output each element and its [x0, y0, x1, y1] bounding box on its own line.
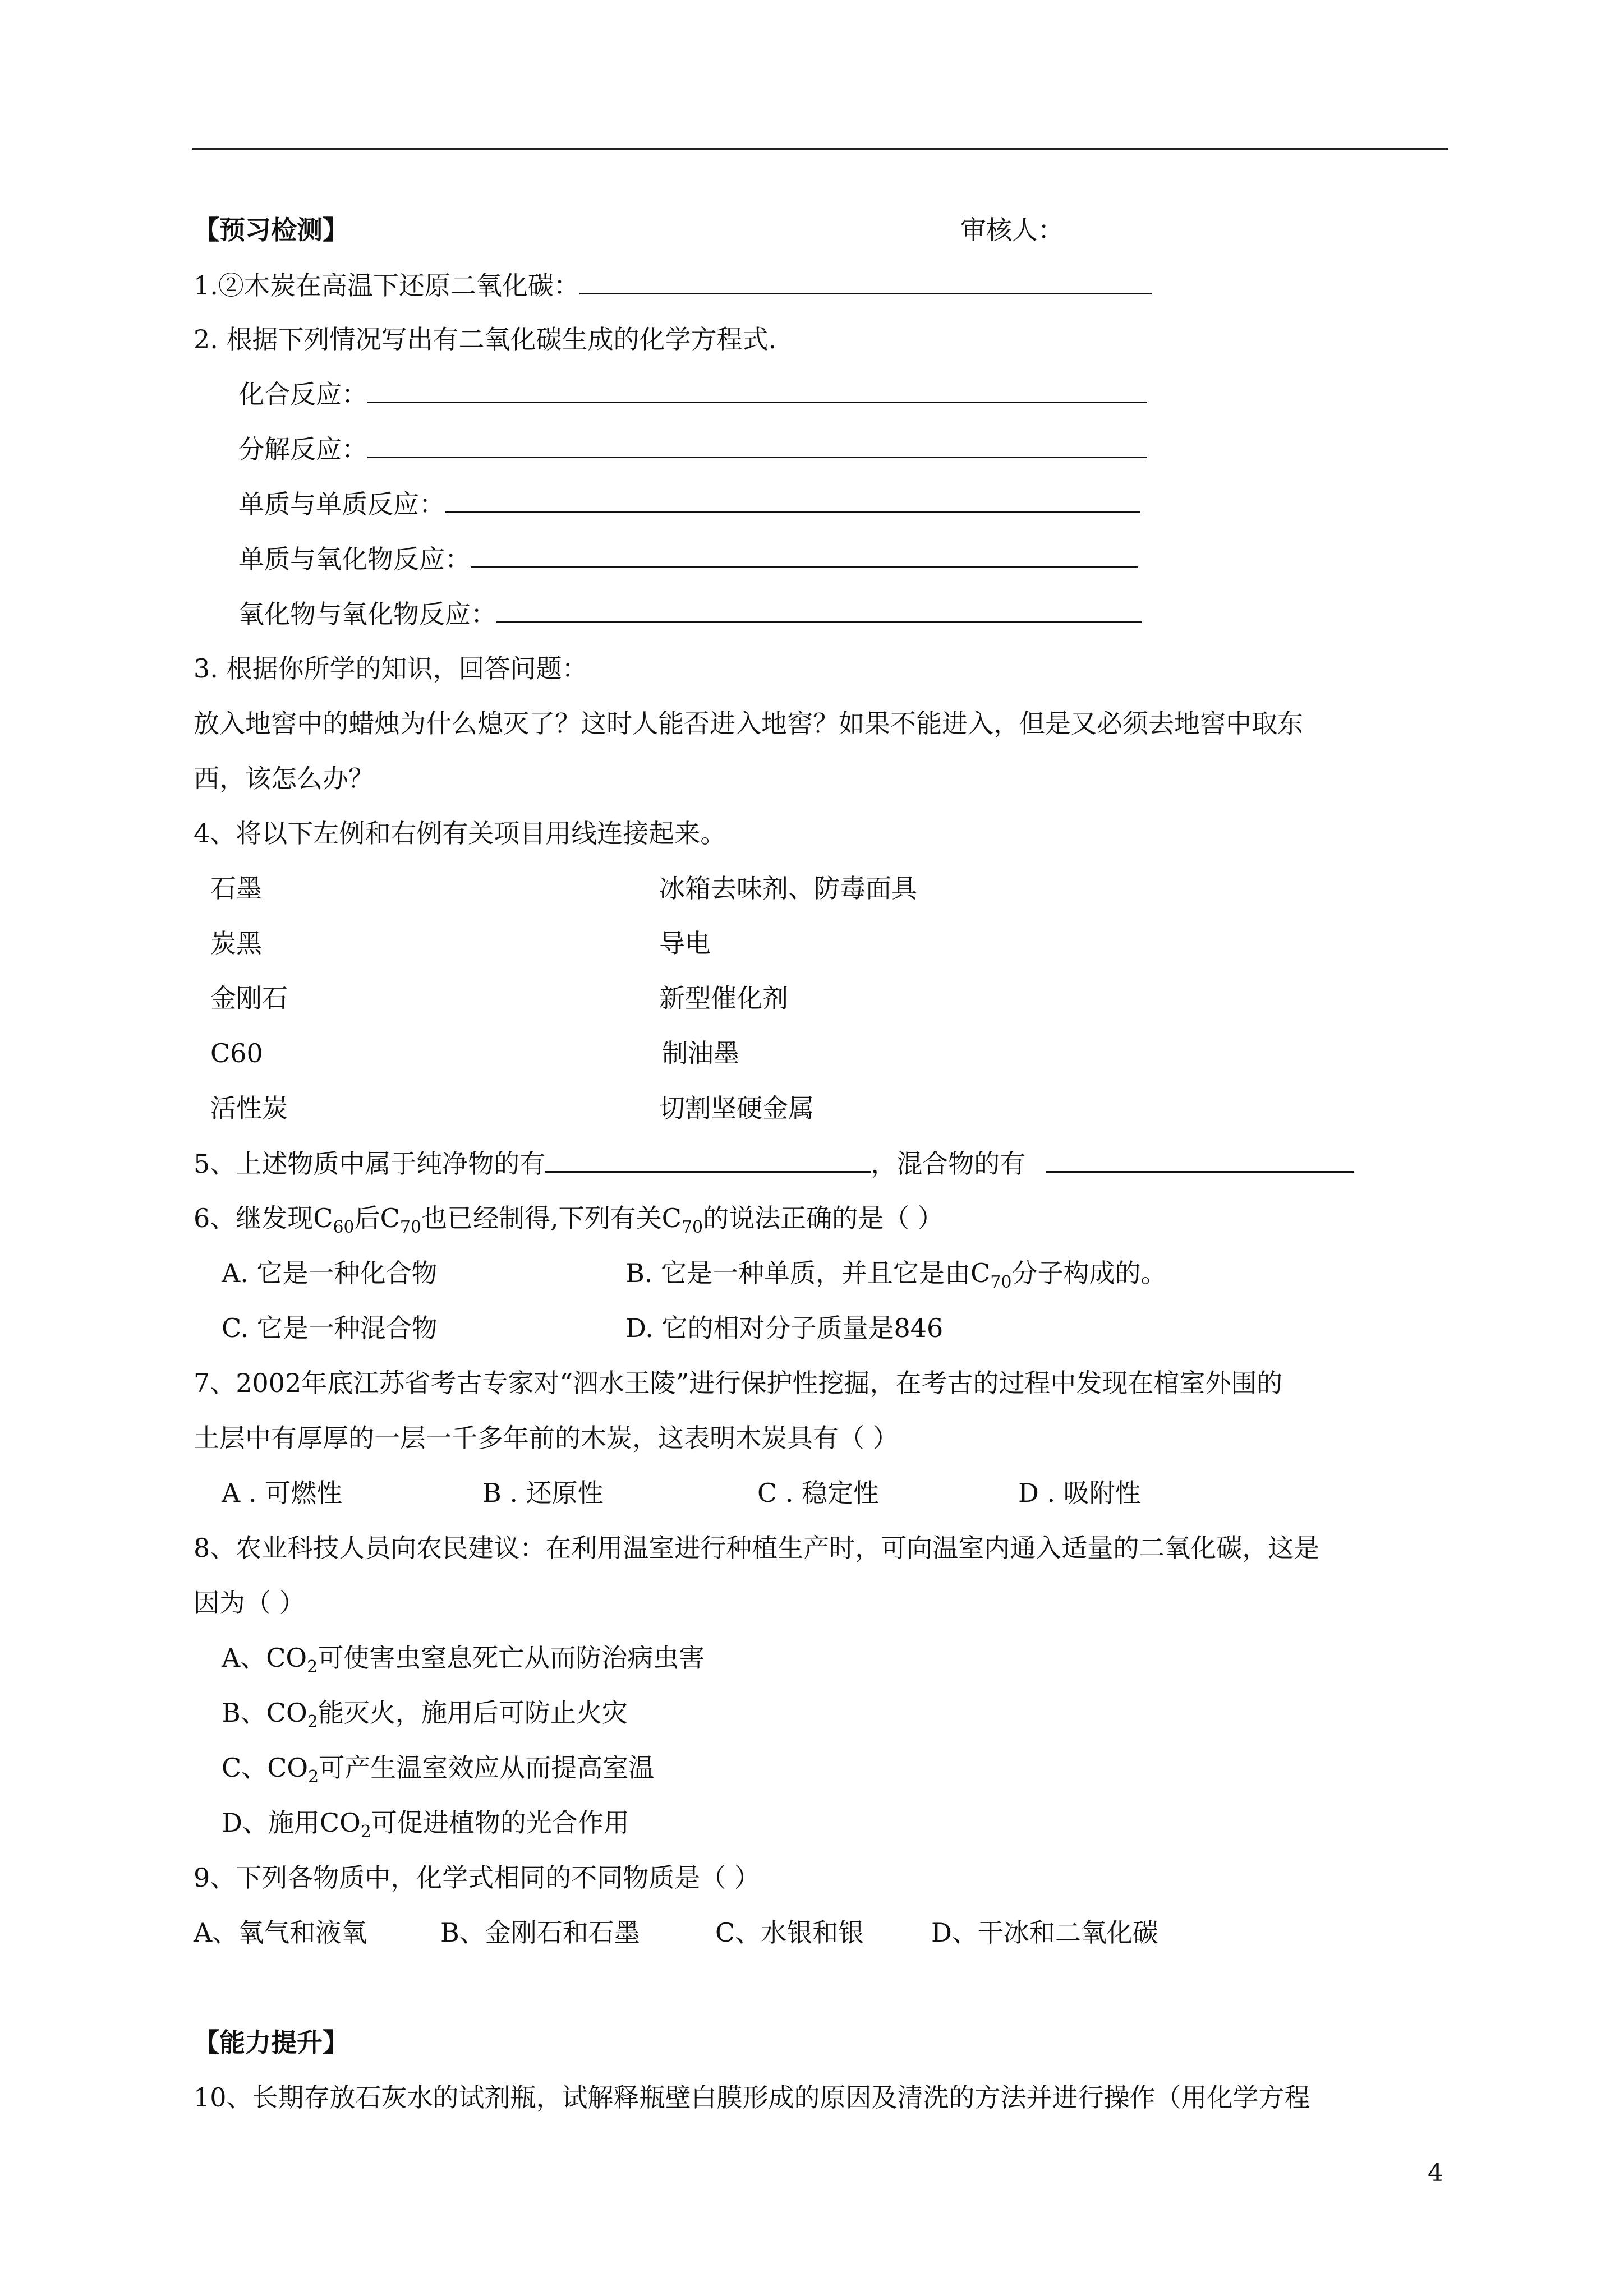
match-left-item: 石墨: [210, 873, 262, 903]
question-4-text: 4、将以下左例和右例有关项目用线连接起来。: [194, 818, 726, 849]
question-9-option: D、干冰和二氧化碳: [931, 1917, 1158, 1948]
question-2-item: 化合反应：: [238, 377, 1147, 411]
section-title-preview: 【预习检测】: [194, 215, 348, 245]
question-2-text: 2. 根据下列情况写出有二氧化碳生成的化学方程式.: [194, 324, 777, 354]
section-title-ability: 【能力提升】: [194, 2027, 348, 2058]
match-right-item: 冰箱去味剂、防毒面具: [659, 873, 917, 903]
question-2-item: 分解反应：: [238, 432, 1147, 466]
question-6-option-c: C. 它是一种混合物: [222, 1313, 438, 1343]
answer-blank: [471, 542, 1138, 568]
match-left-item: C60: [210, 1038, 263, 1068]
match-right-item: 制油墨: [662, 1038, 739, 1068]
question-8-option-a: A、$CO_2$可使害虫窒息死亡从而防治病虫害: [222, 1643, 705, 1677]
match-right-item: 新型催化剂: [659, 983, 788, 1013]
answer-blank: [496, 597, 1142, 623]
question-2-item: 氧化物与氧化物反应：: [238, 597, 1142, 631]
question-1: [194, 268, 1152, 302]
answer-blank: [367, 377, 1147, 403]
question-7-option: D . 吸附性: [1018, 1478, 1141, 1508]
question-6-text: 6、继发现$C_{60}$后$C_{70}$也已经制得,下列有关$C_{70}$的说法正确的是（ ）: [194, 1203, 944, 1238]
question-9-option: C、水银和银: [715, 1917, 864, 1948]
question-3-line: 放入地窖中的蜡烛为什么熄灭了？这时人能否进入地窖？如果不能进入，但是又必须去地窖中取东: [194, 708, 1303, 739]
match-right-item: 导电: [659, 928, 711, 958]
question-6-option-b: B. 它是一种单质，并且它是由$C_{70}$分子构成的。: [625, 1258, 1167, 1293]
question-7-option: B . 还原性: [482, 1478, 604, 1508]
match-left-item: 炭黑: [210, 928, 262, 958]
question-9-text: 9、下列各物质中，化学式相同的不同物质是（ ）: [194, 1862, 760, 1893]
match-left-item: 金刚石: [210, 983, 288, 1013]
answer-blank: [367, 432, 1147, 458]
question-3-text: 3. 根据你所学的知识，回答问题：: [194, 653, 588, 684]
match-right-item: 切割坚硬金属: [659, 1093, 814, 1123]
question-7-option: A . 可燃性: [222, 1478, 343, 1508]
question-8-option-c: C、$CO_2$可产生温室效应从而提高室温: [222, 1753, 655, 1787]
question-3-line: 西，该怎么办？: [194, 763, 374, 794]
question-2-item: 单质与单质反应：: [238, 487, 1140, 521]
answer-blank: [1046, 1146, 1354, 1173]
reviewer-label: 审核人：: [960, 215, 1064, 245]
question-8-option-d: D、施用$CO_2$可促进植物的光合作用: [222, 1808, 629, 1842]
answer-blank: [579, 268, 1152, 294]
question-7-line: 土层中有厚厚的一层一千多年前的木炭，这表明木炭具有（ ）: [194, 1423, 899, 1453]
question-8-line: 因为（ ）: [194, 1588, 305, 1618]
question-5: 5、上述物质中属于纯净物的有 ，混合物的有: [194, 1146, 1354, 1181]
question-7-option: C . 稳定性: [757, 1478, 880, 1508]
question-9-option: B、金刚石和石墨: [440, 1917, 640, 1948]
page-number: 4: [1428, 2159, 1443, 2187]
question-10-text: 10、长期存放石灰水的试剂瓶，试解释瓶壁白膜形成的原因及清洗的方法并进行操作（用化学方程: [194, 2082, 1310, 2113]
header-rule: [192, 148, 1448, 150]
question-8-option-b: B、$CO_2$能灭火，施用后可防止火灾: [222, 1698, 628, 1732]
answer-blank: [445, 487, 1140, 513]
question-7-line: 7、2002年底江苏省考古专家对“泗水王陵”进行保护性挖掘，在考古的过程中发现在棺室外围的: [194, 1368, 1283, 1398]
question-6-option-d: D. 它的相对分子质量是846: [625, 1313, 944, 1343]
question-6-option-a: A. 它是一种化合物: [222, 1258, 438, 1288]
question-9-option: A、氧气和液氧: [194, 1917, 367, 1948]
match-left-item: 活性炭: [210, 1093, 288, 1123]
question-1-text: 1.②木炭在高温下还原二氧化碳：: [194, 270, 579, 301]
answer-blank: [545, 1146, 871, 1173]
question-8-line: 8、农业科技人员向农民建议：在利用温室进行种植生产时，可向温室内通入适量的二氧化碳，这是: [194, 1533, 1320, 1563]
question-2-item: 单质与氧化物反应：: [238, 542, 1138, 576]
